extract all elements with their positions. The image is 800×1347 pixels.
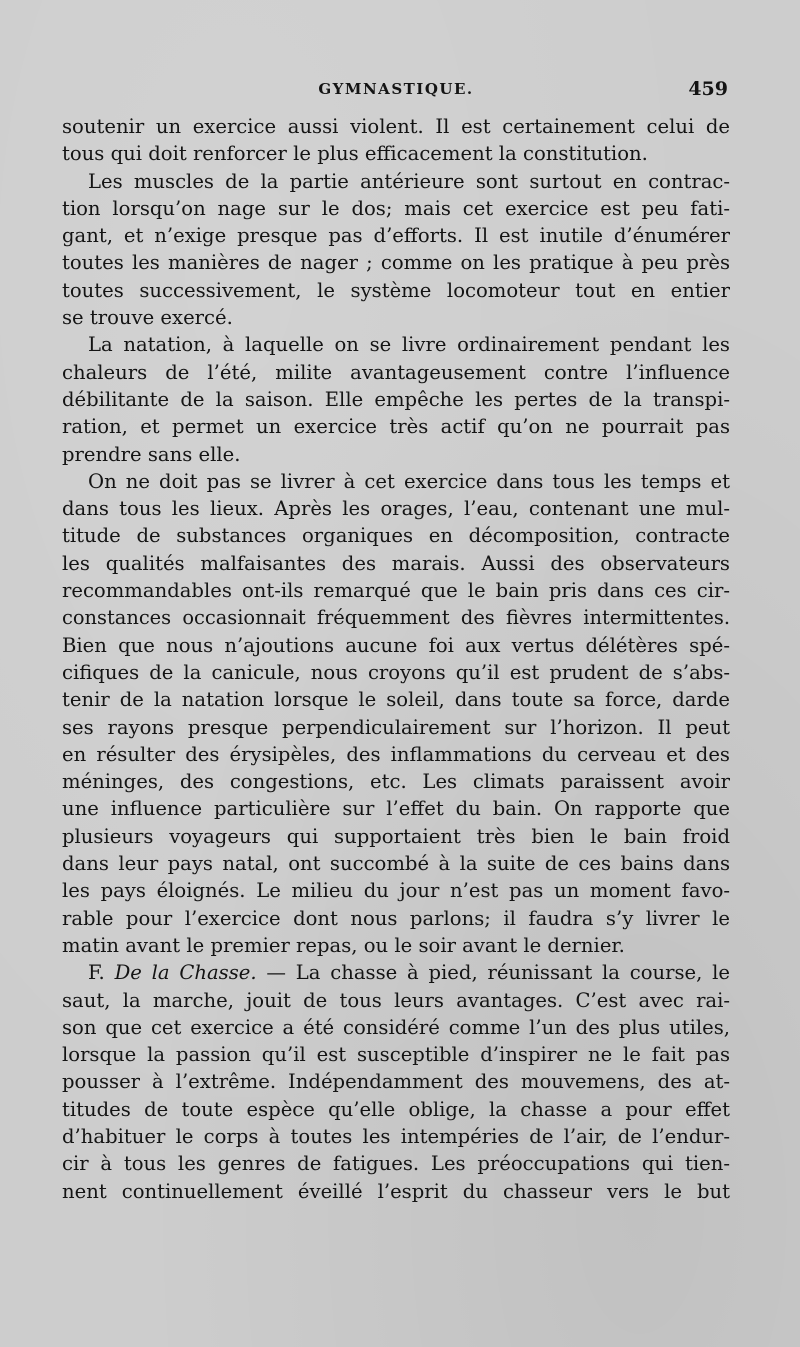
text-line: lorsque la passion qu’il est susceptible d’inspirer ne le fait pas: [62, 1043, 730, 1067]
text-line: dans tous les lieux. Après les orages, l’eau, contenant une mul-: [62, 497, 730, 521]
text-line: ration, et permet un exercice très actif qu’on ne pourrait pas: [62, 415, 730, 439]
text-line: tous qui doit renforcer le plus efficacement la constitution.: [62, 142, 648, 166]
text-line: titude de substances organiques en décomposition, contracte: [62, 524, 730, 548]
text-line: tion lorsqu’on nage sur le dos; mais cet exercice est peu fati-: [62, 196, 730, 220]
page-number: 459: [688, 78, 728, 100]
text-line: matin avant le premier repas, ou le soir avant le dernier.: [62, 933, 625, 957]
section-line-rest: — La chasse à pied, réunissant la course, le: [256, 961, 731, 985]
text-line: dans leur pays natal, ont succombé à la suite de ces bains dans: [62, 852, 730, 876]
text-line: débilitante de la saison. Elle empêche les pertes de la transpi-: [62, 387, 730, 411]
text-line: Les muscles de la partie antérieure sont surtout en contrac-: [88, 169, 730, 193]
text-line: tenir de la natation lorsque le soleil, dans toute sa force, darde: [62, 688, 730, 712]
text-line: prendre sans elle.: [62, 442, 241, 466]
text-line: les pays éloignés. Le milieu du jour n’est pas un moment favo-: [62, 879, 730, 903]
section-title: De la Chasse.: [114, 961, 257, 985]
text-line: en résulter des érysipèles, des inflammations du cerveau et des: [62, 742, 730, 766]
section-prefix: F.: [88, 961, 115, 985]
text-line: On ne doit pas se livrer à cet exercice dans tous les temps et: [88, 469, 730, 493]
text-line: son que cet exercice a été considéré comme l’un des plus utiles,: [62, 1015, 730, 1039]
text-line: rable pour l’exercice dont nous parlons; il faudra s’y livrer le: [62, 906, 730, 930]
text-line: saut, la marche, jouit de tous leurs avantages. C’est avec rai-: [62, 988, 730, 1012]
text-line: les qualités malfaisantes des marais. Aussi des observateurs: [62, 551, 730, 575]
text-line: recommandables ont-ils remarqué que le bain pris dans ces cir-: [62, 579, 730, 603]
text-line: toutes les manières de nager ; comme on les pratique à peu près: [62, 251, 730, 275]
text-line: plusieurs voyageurs qui supportaient très bien le bain froid: [62, 824, 730, 848]
text-line: soutenir un exercice aussi violent. Il est certainement celui de: [62, 115, 730, 138]
body-text: [62, 113, 730, 1205]
text-line: cir à tous les genres de fatigues. Les préoccupations qui tien-: [62, 1152, 730, 1176]
text-line: titudes de toute espèce qu’elle oblige, la chasse a pour effet: [62, 1097, 730, 1121]
text-line: constances occasionnait fréquemment des fièvres intermittentes.: [62, 606, 730, 630]
text-line: La natation, à laquelle on se livre ordinairement pendant les: [88, 333, 730, 357]
text-line: cifiques de la canicule, nous croyons qu’il est prudent de s’abs-: [62, 660, 730, 684]
section-heading-line: [62, 959, 730, 986]
page-header: [62, 78, 730, 104]
text-line: méninges, des congestions, etc. Les climats paraissent avoir: [62, 770, 730, 794]
text-line: chaleurs de l’été, milite avantageusement contre l’influence: [62, 360, 730, 384]
text-line: Bien que nous n’ajoutions aucune foi aux vertus délétères spé-: [62, 633, 730, 657]
text-line: nent continuellement éveillé l’esprit du chasseur vers le but: [62, 1179, 730, 1203]
text-line: une influence particulière sur l’effet du bain. On rapporte que: [62, 797, 730, 821]
running-head: GYMNASTIQUE.: [318, 80, 474, 98]
text-line: toutes successivement, le système locomoteur tout en entier: [62, 278, 730, 302]
text-line: gant, et n’exige presque pas d’efforts. Il est inutile d’énumérer: [62, 224, 730, 248]
text-line: d’habituer le corps à toutes les intempéries de l’air, de l’endur-: [62, 1124, 730, 1148]
text-line: ses rayons presque perpendiculairement sur l’horizon. Il peut: [62, 715, 730, 739]
text-line: pousser à l’extrême. Indépendamment des mouvemens, des at-: [62, 1070, 730, 1094]
text-line: se trouve exercé.: [62, 306, 233, 330]
